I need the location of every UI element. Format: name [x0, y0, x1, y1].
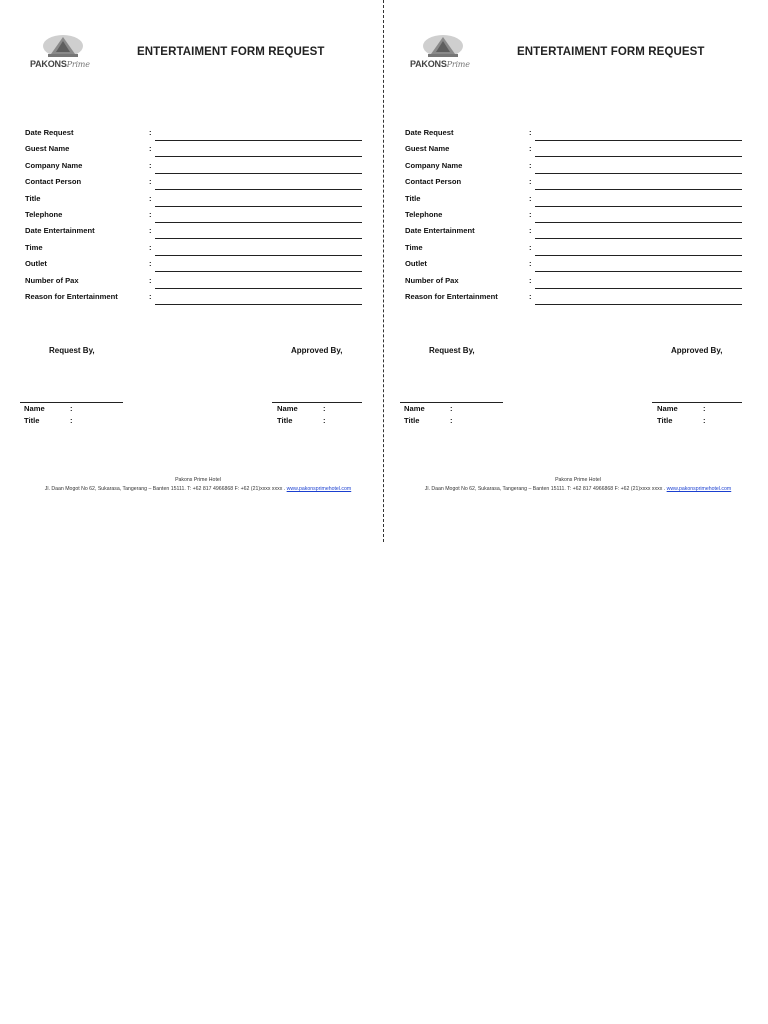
hotel-logo-text [410, 59, 470, 69]
field-label: Outlet [405, 259, 427, 269]
field-line[interactable] [535, 222, 742, 223]
footer-website-link[interactable]: www.pakonsprimehotel.com [286, 486, 352, 492]
entertainment-form-right [400, 0, 760, 520]
hotel-logo [410, 34, 476, 74]
field-company-name [25, 160, 362, 176]
sig-name-label: Name [404, 404, 425, 413]
field-label: Time [405, 242, 423, 252]
field-colon: : [149, 144, 152, 154]
form-title: ENTERTAIMENT FORM REQUEST [517, 46, 705, 58]
field-colon: : [149, 160, 152, 170]
field-colon: : [529, 128, 532, 137]
field-label: Contact Person [405, 177, 462, 187]
footer-address: Jl. Daan Mogot No 62, Sukarasa, Tangerang – Banten 15111. T: +62 817 4966868 F: +62 (21)xxxx xxxx . [424, 486, 666, 492]
field-line[interactable] [535, 140, 742, 141]
approve-signature-block [657, 404, 747, 427]
footer-address-line [400, 485, 756, 494]
footer-hotel-name: Pakons Prime Hotel [555, 477, 601, 483]
sig-colon: : [703, 404, 706, 413]
field-colon: : [529, 144, 532, 154]
field-number-of-pax [405, 275, 742, 291]
footer-hotel-name: Pakons Prime Hotel [175, 477, 221, 483]
footer-website-link[interactable]: www.pakonsprimehotel.com [666, 486, 732, 492]
field-telephone [25, 209, 362, 225]
field-telephone [405, 209, 742, 225]
field-line[interactable] [535, 271, 742, 272]
sig-colon: : [450, 415, 453, 425]
footer-address: Jl. Daan Mogot No 62, Sukarasa, Tangerang – Banten 15111. T: +62 817 4966868 F: +62 (21)xxxx xxxx . [44, 486, 286, 492]
request-by-label: Request By, [49, 346, 95, 355]
field-label: Number of Pax [405, 275, 459, 285]
field-line[interactable] [155, 156, 362, 157]
field-colon: : [149, 275, 152, 285]
footer-address-line [20, 485, 376, 494]
field-contact-person [405, 176, 742, 192]
field-line[interactable] [535, 206, 742, 207]
field-label: Title [25, 193, 41, 203]
field-date-entertainment [25, 225, 362, 241]
field-colon: : [149, 128, 152, 137]
form-fields [405, 127, 742, 307]
hotel-logo-text [30, 59, 90, 69]
logo-brand-sub: Prime [446, 60, 470, 69]
approved-by-label: Approved By, [671, 346, 723, 355]
logo-brand-sub: Prime [66, 60, 90, 69]
sig-title-label: Title [24, 415, 40, 425]
field-line[interactable] [155, 189, 362, 190]
entertainment-form-left [20, 0, 380, 520]
field-label: Company Name [405, 160, 463, 170]
request-signature-line[interactable] [400, 402, 503, 403]
field-line[interactable] [535, 189, 742, 190]
form-title: ENTERTAIMENT FORM REQUEST [137, 46, 325, 58]
field-time [405, 242, 742, 258]
sig-name-label: Name [24, 404, 45, 413]
field-line[interactable] [535, 238, 742, 239]
sig-colon: : [323, 415, 326, 425]
request-by-label: Request By, [429, 346, 475, 355]
field-company-name [405, 160, 742, 176]
field-line[interactable] [535, 173, 742, 174]
field-title [25, 193, 362, 209]
approve-signature-line[interactable] [652, 402, 742, 403]
hotel-logo-icon [42, 34, 84, 60]
field-label: Contact Person [25, 177, 82, 187]
field-colon: : [149, 209, 152, 219]
approve-signature-block [277, 404, 367, 427]
field-label: Company Name [25, 160, 83, 170]
sig-colon: : [323, 404, 326, 413]
field-date-entertainment [405, 225, 742, 241]
field-colon: : [149, 242, 152, 252]
field-line[interactable] [155, 304, 362, 305]
field-line[interactable] [535, 255, 742, 256]
field-colon: : [529, 226, 532, 236]
field-colon: : [529, 209, 532, 219]
field-date-request [25, 127, 362, 143]
field-outlet [25, 258, 362, 274]
field-date-request [405, 127, 742, 143]
request-signature-line[interactable] [20, 402, 123, 403]
field-colon: : [529, 177, 532, 187]
field-label: Reason for Entertainment [405, 291, 498, 301]
field-line[interactable] [155, 206, 362, 207]
field-label: Date Entertainment [405, 226, 475, 236]
approved-by-label: Approved By, [291, 346, 343, 355]
field-colon: : [529, 259, 532, 269]
approve-signature-line[interactable] [272, 402, 362, 403]
field-line[interactable] [535, 288, 742, 289]
sig-colon: : [70, 404, 73, 413]
field-time [25, 242, 362, 258]
field-line[interactable] [155, 238, 362, 239]
field-label: Telephone [25, 209, 63, 219]
field-number-of-pax [25, 275, 362, 291]
field-colon: : [149, 259, 152, 269]
field-line[interactable] [155, 255, 362, 256]
field-line[interactable] [155, 222, 362, 223]
field-line[interactable] [535, 156, 742, 157]
field-label: Outlet [25, 259, 47, 269]
hotel-footer [400, 476, 756, 494]
field-outlet [405, 258, 742, 274]
field-label: Guest Name [405, 144, 450, 154]
field-guest-name [25, 143, 362, 159]
form-fields [25, 127, 362, 307]
request-signature-block [404, 404, 494, 427]
field-label: Reason for Entertainment [25, 291, 118, 301]
field-title [405, 193, 742, 209]
field-colon: : [529, 193, 532, 203]
field-label: Date Request [25, 128, 74, 137]
field-colon: : [529, 291, 532, 301]
hotel-logo-icon [422, 34, 464, 60]
sig-title-label: Title [277, 415, 293, 425]
field-label: Number of Pax [25, 275, 79, 285]
field-label: Date Entertainment [25, 226, 95, 236]
field-colon: : [529, 275, 532, 285]
field-colon: : [149, 177, 152, 187]
field-label: Telephone [405, 209, 443, 219]
field-colon: : [149, 193, 152, 203]
field-reason [405, 291, 742, 307]
sig-colon: : [450, 404, 453, 413]
hotel-logo [30, 34, 96, 74]
field-contact-person [25, 176, 362, 192]
field-line[interactable] [155, 288, 362, 289]
request-signature-block [24, 404, 114, 427]
field-reason [25, 291, 362, 307]
field-colon: : [149, 226, 152, 236]
field-colon: : [529, 242, 532, 252]
field-line[interactable] [155, 271, 362, 272]
sig-name-label: Name [657, 404, 678, 413]
field-line[interactable] [155, 140, 362, 141]
sig-colon: : [703, 415, 706, 425]
sig-title-label: Title [404, 415, 420, 425]
field-label: Time [25, 242, 43, 252]
hotel-footer [20, 476, 376, 494]
field-guest-name [405, 143, 742, 159]
field-label: Title [405, 193, 421, 203]
sig-colon: : [70, 415, 73, 425]
field-label: Date Request [405, 128, 454, 137]
cut-line-divider [383, 0, 384, 542]
logo-brand: PAKONS [410, 59, 447, 69]
sig-name-label: Name [277, 404, 298, 413]
logo-brand: PAKONS [30, 59, 67, 69]
field-line[interactable] [535, 304, 742, 305]
field-colon: : [149, 291, 152, 301]
sig-title-label: Title [657, 415, 673, 425]
field-label: Guest Name [25, 144, 70, 154]
field-line[interactable] [155, 173, 362, 174]
field-colon: : [529, 160, 532, 170]
